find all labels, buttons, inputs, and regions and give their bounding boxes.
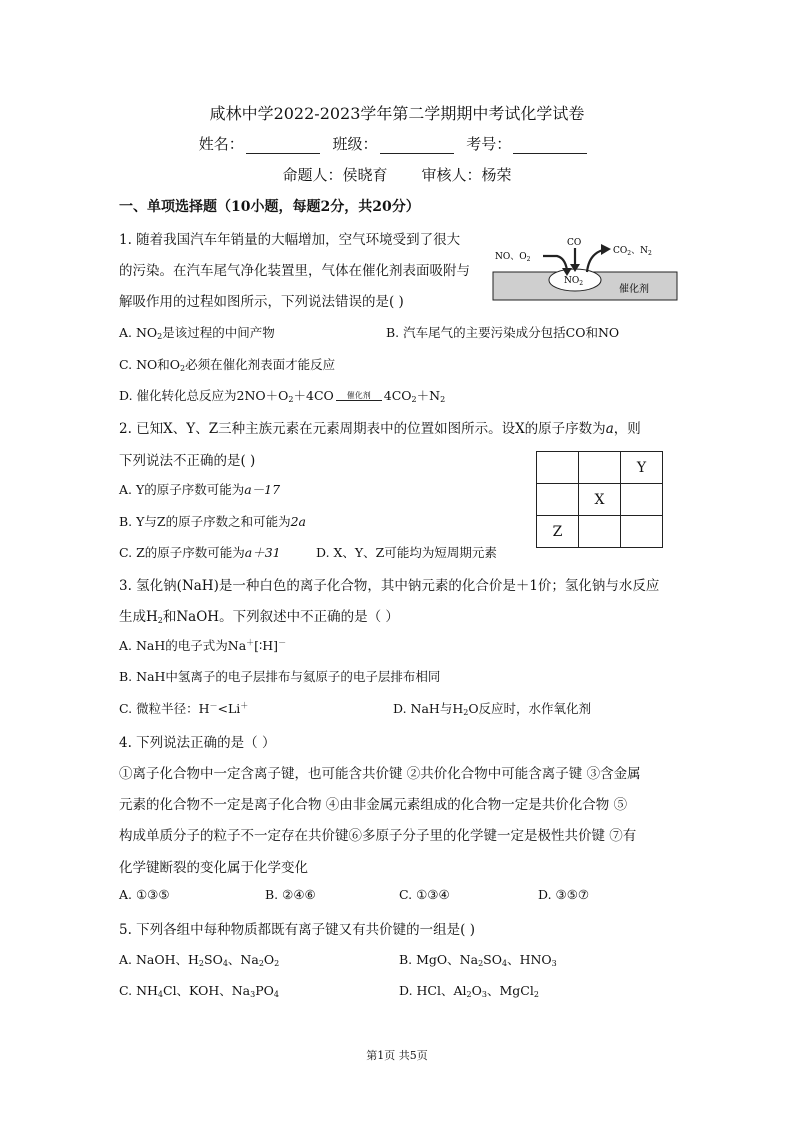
table-cell: [537, 484, 579, 516]
catalyst-condition: 催化剂: [336, 391, 382, 401]
q4-line2: ①离子化合物中一定含离子键，也可能含共价键 ②共价化合物中可能含离子键 ③含金属: [119, 766, 641, 782]
q1-option-c[interactable]: C. NO和$O_2$必须在催化剂表面才能反应: [119, 357, 336, 373]
table-cell: [621, 516, 663, 548]
table-row: [537, 452, 663, 484]
authors-row: [0, 164, 794, 185]
table-cell: Y: [621, 452, 663, 484]
periodic-table-fragment: [536, 451, 663, 548]
catalyst-diagram: [491, 232, 679, 302]
q1-option-a[interactable]: A. $NO_2$是该过程的中间产物: [119, 325, 275, 341]
table-cell: [579, 452, 621, 484]
table-cell: X: [579, 484, 621, 516]
q5-line1: 5. 下列各组中每种物质都既有离子键又有共价键的一组是( ): [119, 922, 475, 938]
q5-option-b[interactable]: B. MgO、$Na_2SO_4$、$HNO_3$: [399, 952, 557, 968]
section-heading: 一、单项选择题（10小题，每题2分，共20分）: [119, 199, 420, 215]
table-cell: [621, 484, 663, 516]
fig-mid-label: $NO_2$: [564, 276, 584, 287]
q4-line5: 化学键断裂的变化属于化学变化: [119, 860, 308, 876]
table-cell: Z: [537, 516, 579, 548]
fig-catalyst-label: 催化剂: [619, 284, 649, 295]
q1-option-d[interactable]: D. 催化转化总反应为$2NO+O_2+4CO$ 催化剂 $4CO_2+N_2$: [119, 388, 446, 404]
page-footer: 第1页 共5页: [366, 1049, 428, 1062]
q2-option-a[interactable]: A. Y的原子序数可能为a－17: [119, 482, 281, 497]
table-cell: [579, 516, 621, 548]
number-label: 考号：: [466, 135, 512, 153]
number-blank[interactable]: [513, 139, 587, 154]
name-blank[interactable]: [246, 139, 320, 154]
q4-option-d[interactable]: D. ③⑤⑦: [538, 887, 590, 902]
name-label: 姓名：: [198, 135, 244, 153]
fig-out-label: $CO_2$、$N_2$: [613, 246, 652, 257]
q2-line1: 2. 已知X、Y、Z三种主族元素在元素周期表中的位置如图所示。设X的原子序数为a，则: [119, 421, 641, 437]
out-arrowhead-icon: [601, 244, 611, 255]
q4-line3: 元素的化合物不一定是离子化合物 ④由非金属元素组成的化合物一定是共价化合物 ⑤: [119, 797, 628, 813]
q5-option-a[interactable]: A. NaOH、$H_2SO_4$、$Na_2O_2$: [119, 952, 280, 968]
class-label: 班级：: [332, 135, 378, 153]
q4-line1: 4. 下列说法正确的是（ ）: [119, 735, 276, 751]
q3-line1: 3. 氢化钠(NaH)是一种白色的离子化合物，其中钠元素的化合价是＋1价；氢化钠与水反应: [119, 578, 660, 594]
reviewer-name: 审核人：杨荣: [421, 166, 512, 184]
q3-line2: 生成$H_2$和NaOH。下列叙述中不正确的是（ ）: [119, 609, 399, 625]
table-cell: [537, 452, 579, 484]
table-row: [537, 516, 663, 548]
out-arrow: [587, 250, 603, 272]
fig-co-label: CO: [567, 238, 582, 248]
q4-option-c[interactable]: C. ①③④: [399, 887, 450, 902]
q1-line2: 的污染。在汽车尾气净化装置里，气体在催化剂表面吸附与: [119, 263, 470, 279]
q1-line1: 1. 随着我国汽车年销量的大幅增加，空气环境受到了很大: [119, 232, 461, 248]
q3-option-c[interactable]: C. 微粒半径：H－<Li＋: [119, 701, 249, 716]
q3-option-b[interactable]: B. NaH中氢离子的电子层排布与氦原子的电子层排布相同: [119, 669, 441, 684]
q4-option-a[interactable]: A. ①③⑤: [119, 887, 170, 902]
class-blank[interactable]: [380, 139, 454, 154]
in-arrow: [543, 256, 567, 270]
fig-in-label: NO、$O_2$: [495, 252, 531, 263]
q2-option-c[interactable]: C. Z的原子序数可能为a＋31: [119, 545, 281, 560]
q1-line3: 解吸作用的过程如图所示，下列说法错误的是( ): [119, 294, 404, 310]
table-row: [537, 484, 663, 516]
q4-option-b[interactable]: B. ②④⑥: [265, 887, 316, 902]
q5-option-c[interactable]: C. $NH_4Cl$、KOH、$Na_3PO_4$: [119, 983, 279, 999]
setter-name: 命题人：侯晓育: [282, 166, 388, 184]
student-info-row: [0, 133, 794, 154]
q2-option-d[interactable]: D. X、Y、Z可能均为短周期元素: [316, 545, 497, 560]
q2-line2: 下列说法不正确的是( ): [119, 453, 256, 469]
q5-option-d[interactable]: D. HCl、$Al_2O_3$、MgCl$_2$: [399, 983, 539, 999]
page-title: 咸林中学2022-2023学年第二学期期中考试化学试卷: [209, 104, 585, 123]
q1-option-b[interactable]: B. 汽车尾气的主要污染成分包括CO和NO: [386, 325, 620, 340]
q3-option-d[interactable]: D. NaH与$H_2O$反应时，水作氧化剂: [393, 701, 592, 717]
q3-option-a[interactable]: A. NaH的电子式为Na＋[∶H]－: [119, 638, 287, 653]
q4-line4: 构成单质分子的粒子不一定存在共价键⑥多原子分子里的化学键一定是极性共价键 ⑦有: [119, 828, 637, 844]
q2-option-b[interactable]: B. Y与Z的原子序数之和可能为2a: [119, 514, 306, 529]
